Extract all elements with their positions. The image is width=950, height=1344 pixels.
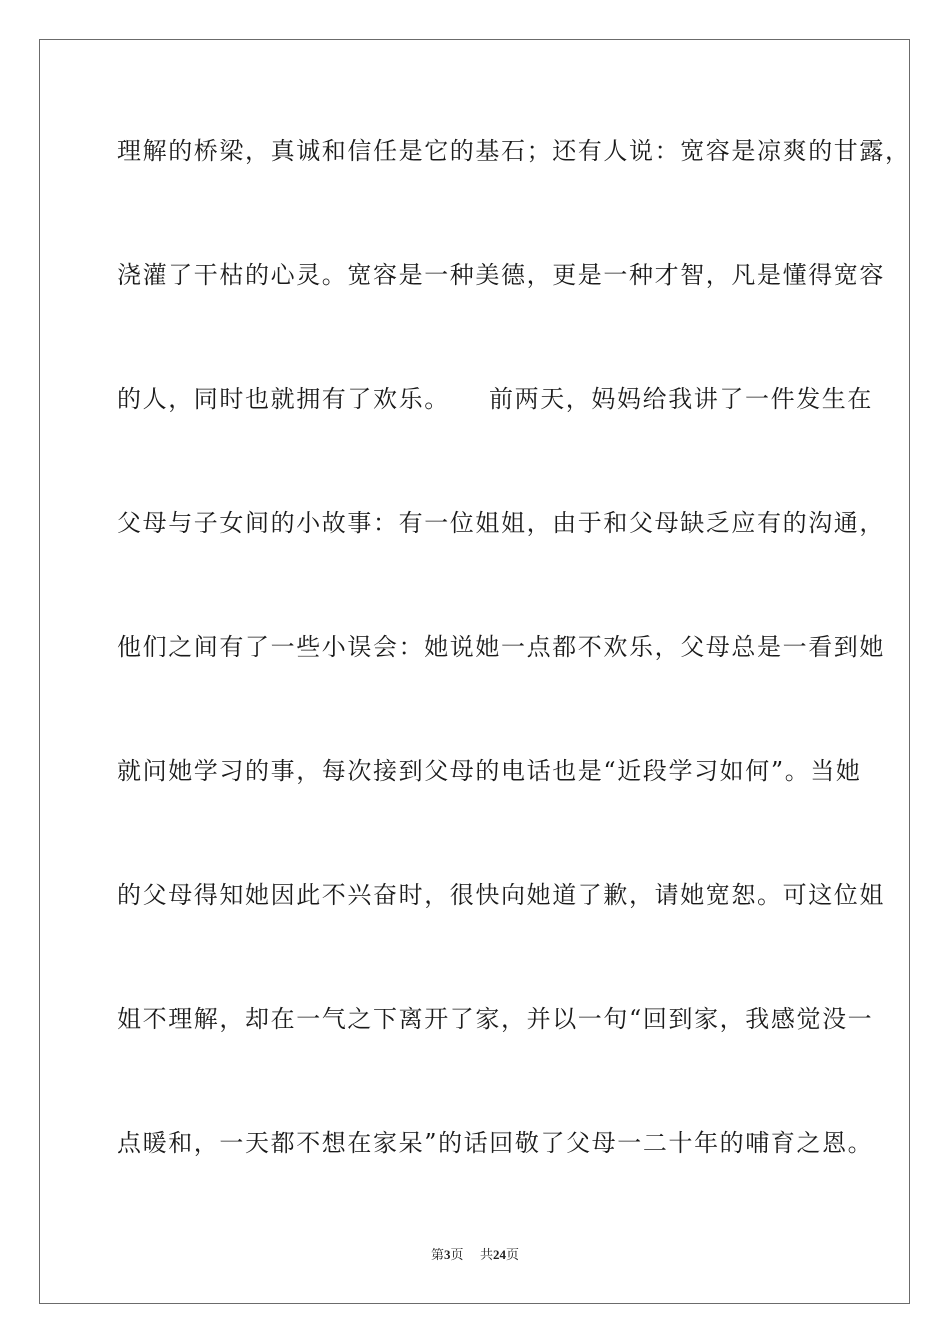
page-footer [0, 1246, 950, 1265]
footer-total-prefix: 共 [480, 1248, 494, 1263]
text-line: 姐不理解，却在一气之下离开了家，并以一句“回到家，我感觉没一 [117, 1005, 874, 1033]
text-line: 的父母得知她因此不兴奋时，很快向她道了歉，请她宽恕。可这位姐 [117, 881, 885, 909]
text-line: 点暖和，一天都不想在家呆”的话回敬了父母一二十年的哺育之恩。 [117, 1129, 874, 1157]
footer-total-suffix: 页 [506, 1248, 520, 1263]
text-line: 他们之间有了一些小误会：她说她一点都不欢乐，父母总是一看到她 [117, 633, 885, 661]
page-border [39, 39, 910, 1304]
total-pages-number: 24 [493, 1247, 507, 1262]
current-page-number: 3 [443, 1247, 451, 1262]
text-line: 浇灌了干枯的心灵。宽容是一种美德，更是一种才智，凡是懂得宽容 [117, 261, 885, 289]
text-line: 父母与子女间的小故事：有一位姐姐，由于和父母缺乏应有的沟通， [117, 509, 885, 537]
text-line: 就问她学习的事，每次接到父母的电话也是“近段学习如何”。当她 [117, 757, 862, 785]
footer-page-suffix: 页 [450, 1248, 464, 1263]
text-line: 理解的桥梁，真诚和信任是它的基石；还有人说：宽容是凉爽的甘露， [117, 137, 911, 165]
text-line: 的人，同时也就拥有了欢乐。 前两天，妈妈给我讲了一件发生在 [117, 385, 873, 413]
footer-prefix: 第 [430, 1248, 444, 1263]
